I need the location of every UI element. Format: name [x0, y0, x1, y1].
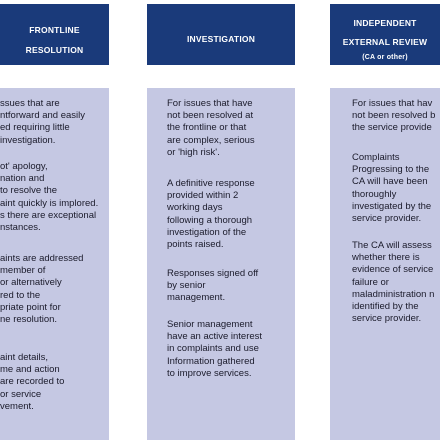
text-line: have an active interest	[167, 331, 263, 343]
text-line: Responses signed off	[167, 268, 259, 279]
text-line: For issues that have	[167, 98, 253, 109]
text-line: member of	[0, 265, 46, 277]
text-line: nation and	[0, 173, 45, 185]
text-line: priate point for	[0, 301, 61, 313]
text-line: or 'high risk'.	[167, 146, 220, 158]
text-line: investigation.	[0, 134, 56, 146]
text-line: Information gathered	[167, 355, 255, 367]
text-line: the service provide	[352, 122, 432, 134]
text-line: maladministration n	[352, 288, 435, 300]
text-line: the frontline or that	[167, 122, 247, 134]
text-line: following a thorough	[167, 214, 253, 226]
text-line: A definitive response	[167, 178, 255, 189]
column-frontline-resolution	[0, 88, 109, 440]
text-line: ntforward and easily	[0, 110, 86, 122]
text-line: whether there is	[352, 252, 420, 264]
text-line: service provider.	[352, 213, 422, 225]
list-item	[352, 152, 431, 225]
text-line: For issues that hav	[352, 98, 433, 109]
text-line: are complex, serious	[167, 134, 255, 146]
text-line: provided within 2	[167, 190, 239, 202]
text-line: s there are exceptional	[0, 209, 97, 221]
text-line: Complaints	[352, 152, 400, 163]
text-line: service provider.	[352, 313, 422, 325]
text-line: management.	[167, 292, 226, 304]
list-item	[0, 161, 98, 234]
list-item	[352, 98, 435, 135]
text-line: investigation of the	[167, 226, 247, 238]
text-line: or service	[0, 388, 42, 400]
list-item	[167, 178, 255, 251]
text-line: aint details,	[0, 352, 49, 363]
header-line: EXTERNAL REVIEW	[342, 37, 428, 47]
column-independent-external-review	[330, 88, 440, 440]
header-investigation	[147, 4, 295, 65]
text-line: Senior management	[167, 319, 253, 330]
list-item	[0, 253, 83, 326]
text-line: or alternatively	[0, 277, 62, 289]
text-line: Progressing to the	[352, 164, 430, 176]
text-line: me and action	[0, 364, 60, 376]
text-line: nstances.	[0, 222, 41, 234]
text-line: ne resolution.	[0, 314, 58, 326]
text-line: ssues that are	[0, 98, 60, 109]
text-line: to improve services.	[167, 367, 252, 379]
text-line: in complaints and use	[167, 343, 259, 355]
header-independent-external-review	[330, 4, 440, 65]
text-line: identified by the	[352, 301, 419, 313]
text-line: are recorded to	[0, 376, 65, 388]
text-line: evidence of service	[352, 264, 434, 276]
text-line: not been resolved b	[352, 110, 436, 122]
text-line: CA will have been	[352, 176, 428, 188]
text-line: working days	[167, 202, 223, 214]
header-line: FRONTLINE	[29, 25, 80, 35]
text-line: The CA will assess	[352, 240, 432, 251]
text-line: aints are addressed	[0, 253, 84, 264]
text-line: ed requiring little	[0, 122, 70, 134]
list-item	[352, 240, 434, 325]
header-line: INDEPENDENT	[353, 18, 417, 28]
text-line: investigated by the	[352, 200, 432, 212]
text-line: failure or	[352, 276, 389, 288]
header-frontline-resolution	[0, 4, 109, 65]
text-line: by senior	[167, 280, 206, 292]
text-line: thoroughly	[352, 188, 397, 200]
list-item	[167, 268, 258, 305]
column-investigation	[147, 88, 295, 440]
text-line: points raised.	[167, 239, 224, 251]
text-line: to resolve the	[0, 185, 58, 197]
text-line: red to the	[0, 289, 41, 301]
text-line: not been resolved at	[167, 110, 254, 122]
header-line: RESOLUTION	[25, 45, 84, 55]
list-item	[0, 352, 64, 413]
list-item	[0, 98, 85, 147]
header-line: INVESTIGATION	[186, 34, 256, 44]
list-item	[167, 98, 255, 159]
header-line: (CA or other)	[362, 54, 408, 61]
text-line: aint quickly is implored.	[0, 197, 99, 209]
text-line: ot' apology,	[0, 161, 48, 172]
list-item	[167, 319, 262, 380]
text-line: vement.	[0, 400, 34, 412]
